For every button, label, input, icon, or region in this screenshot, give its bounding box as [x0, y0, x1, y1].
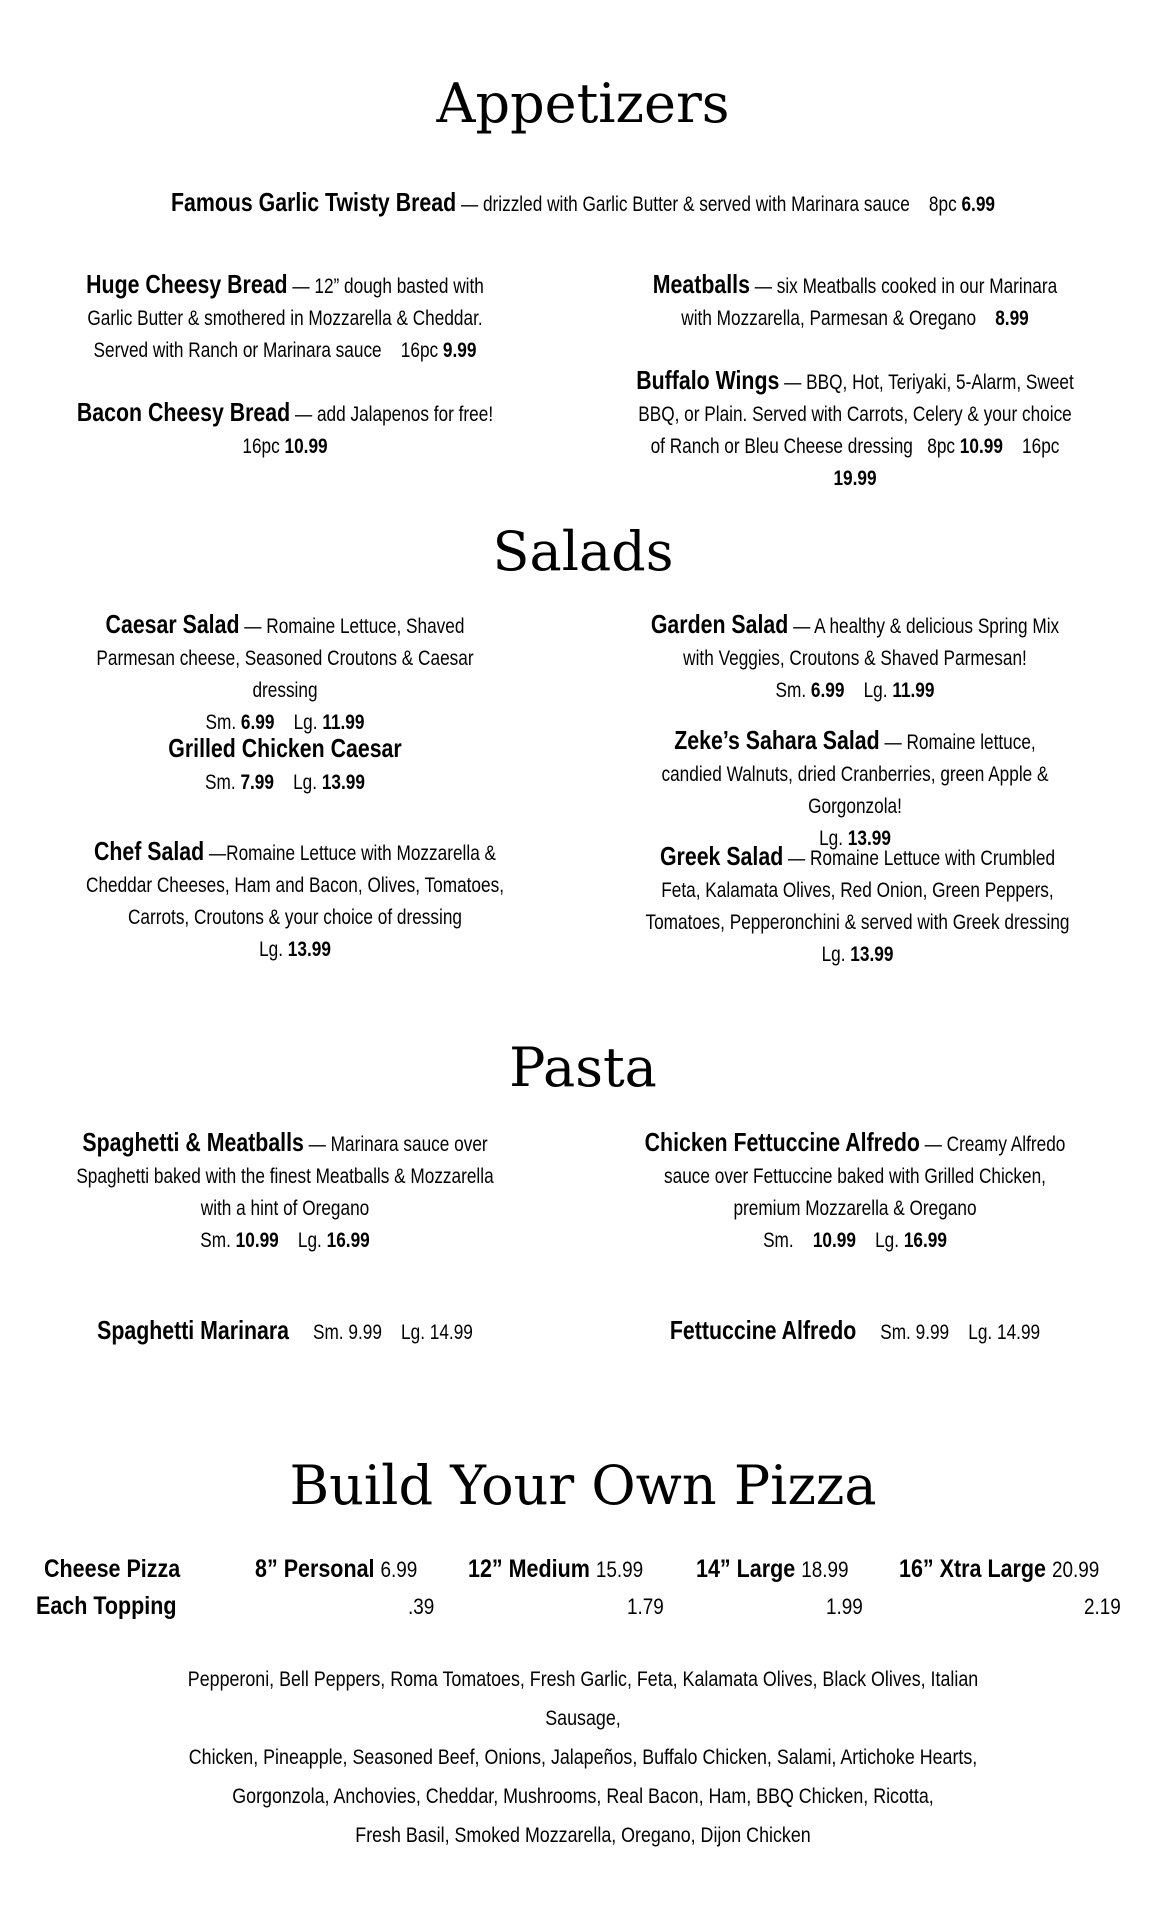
price: 10.99: [812, 1229, 856, 1252]
item-name: Huge Cheesy Bread: [86, 269, 288, 299]
size-label: Sm.: [205, 711, 237, 734]
item-name: Famous Garlic Twisty Bread: [171, 187, 457, 217]
price: 10.99: [959, 435, 1003, 458]
price: 14.99: [429, 1321, 473, 1344]
toppings-list: [158, 1660, 1008, 1855]
price: 7.99: [240, 771, 274, 794]
toppings-line: Fresh Basil, Smoked Mozzarella, Oregano, Dijon Chicken: [355, 1824, 811, 1847]
item-desc: — drizzled with Garlic Butter & served with Marinara sauce: [456, 193, 910, 216]
item-name: Meatballs: [652, 269, 750, 299]
size-label: Lg.: [293, 771, 318, 794]
price: 11.99: [322, 711, 365, 734]
pizza-size-xtra-large: [899, 1555, 1099, 1584]
menu-item-fettuccine-alfredo: [642, 1314, 1068, 1349]
price: 10.99: [235, 1229, 279, 1252]
size-label: Lg.: [821, 943, 846, 966]
price: 9.99: [442, 339, 477, 362]
topping-price-large: [826, 1592, 863, 1621]
item-desc: — Creamy Alfredo sauce over Fettuccine baked with Grilled Chicken, premium Mozzarella & Oregano: [664, 1133, 1066, 1220]
item-desc: —Romaine Lettuce with Mozzarella & Cheddar Cheeses, Ham and Bacon, Olives, Tomatoes, Carrots, Croutons & your choice of dressing: [86, 842, 504, 929]
size-name: Xtra Large: [939, 1555, 1047, 1583]
size-label: Lg.: [259, 938, 284, 961]
price: 10.99: [284, 435, 328, 458]
item-desc: — Romaine lettuce, candied Walnuts, dried Cranberries, green Apple & Gorgonzola!: [661, 731, 1049, 818]
size-label: Sm.: [880, 1321, 911, 1344]
topping-price: 1.79: [627, 1594, 664, 1619]
size-name: Large: [736, 1555, 796, 1583]
topping-price: 2.19: [1084, 1594, 1121, 1619]
pizza-heading: Build Your Own Pizza: [289, 1454, 877, 1517]
item-desc: — six Meatballs cooked in our Marinara with Mozzarella, Parmesan & Oregano: [681, 275, 1058, 330]
cheese-price: 18.99: [801, 1557, 849, 1582]
menu-item-chef-salad: [70, 835, 521, 966]
each-topping-label: Each Topping: [36, 1592, 177, 1620]
salads-heading: Salads: [492, 520, 674, 583]
size-label: Lg.: [293, 711, 318, 734]
price: 16.99: [903, 1229, 947, 1252]
menu-item-grilled-chicken-caesar: [72, 732, 498, 799]
item-name: Zeke’s Sahara Salad: [674, 725, 880, 755]
price-label: 8pc: [927, 435, 956, 458]
cheese-price: 20.99: [1051, 1557, 1100, 1582]
size-label: Sm.: [205, 771, 236, 794]
item-name: Greek Salad: [659, 841, 784, 871]
toppings-line: Chicken, Pineapple, Seasoned Beef, Onions, Jalapeños, Buffalo Chicken, Salami, Artichoke Hearts,: [188, 1746, 978, 1769]
menu-item-spaghetti-meatballs: [72, 1126, 498, 1257]
menu-item-zekes-sahara-salad: [642, 724, 1068, 855]
item-desc: — Romaine Lettuce with Crumbled Feta, Kalamata Olives, Red Onion, Green Peppers, Tomatoes, Pepperonchini & served with Greek dressing: [645, 847, 1070, 934]
topping-price-xtra-large: [1084, 1592, 1121, 1621]
pizza-size-personal: [255, 1555, 417, 1584]
size-inch: 16”: [899, 1555, 934, 1583]
price-label: 16pc: [1022, 435, 1060, 458]
item-name: Spaghetti Marinara: [97, 1315, 290, 1345]
item-name: Buffalo Wings: [636, 365, 780, 395]
price: 8.99: [995, 307, 1029, 330]
menu-item-greek-salad: [638, 840, 1077, 971]
item-name: Grilled Chicken Caesar: [168, 733, 402, 763]
price: 9.99: [348, 1321, 382, 1344]
size-name: Medium: [508, 1555, 590, 1583]
menu-item-spaghetti-marinara: [72, 1314, 498, 1349]
item-name: Fettuccine Alfredo: [669, 1315, 857, 1345]
topping-price: 1.99: [826, 1594, 863, 1619]
item-name: Garden Salad: [650, 609, 789, 639]
topping-price: .39: [408, 1594, 435, 1619]
size-label: Sm.: [775, 679, 807, 702]
size-label: Sm.: [763, 1229, 794, 1252]
item-desc: — BBQ, Hot, Teriyaki, 5-Alarm, Sweet BBQ, or Plain. Served with Carrots, Celery & your choice of Ranch or Bleu Cheese dressing: [638, 371, 1074, 458]
appetizers-heading: Appetizers: [436, 72, 730, 135]
price-label: 16pc: [400, 339, 439, 362]
menu-item-garlic-twisty-bread: [140, 186, 1026, 221]
pasta-heading: Pasta: [509, 1036, 657, 1099]
pizza-size-large: [696, 1555, 849, 1584]
size-inch: 12”: [468, 1555, 503, 1583]
cheese-pizza-label: Cheese Pizza: [44, 1555, 181, 1583]
size-name: Personal: [283, 1555, 375, 1583]
size-label: Lg.: [875, 1229, 900, 1252]
size-label: Sm.: [200, 1229, 231, 1252]
size-inch: 8”: [255, 1555, 278, 1583]
menu-item-garden-salad: [642, 608, 1068, 707]
cheese-price: 15.99: [595, 1557, 644, 1582]
item-name: Spaghetti & Meatballs: [82, 1127, 304, 1157]
size-label: Lg.: [863, 679, 888, 702]
size-label: Sm.: [312, 1321, 344, 1344]
item-desc: — 12” dough basted with Garlic Butter & smothered in Mozzarella & Cheddar. Served with Ranch or Marinara sauce: [87, 275, 484, 362]
toppings-line: Gorgonzola, Anchovies, Cheddar, Mushrooms, Real Bacon, Ham, BBQ Chicken, Ricotta,: [232, 1785, 934, 1808]
price: 14.99: [997, 1321, 1041, 1344]
price: 13.99: [287, 938, 331, 961]
size-label: Lg.: [297, 1229, 322, 1252]
size-label: Lg.: [968, 1321, 993, 1344]
size-label: Lg.: [401, 1321, 425, 1344]
item-name: Bacon Cheesy Bread: [76, 397, 291, 427]
price: 13.99: [847, 827, 891, 850]
price: 13.99: [850, 943, 894, 966]
topping-price-medium: [627, 1592, 664, 1621]
menu-item-caesar-salad: [72, 608, 498, 739]
menu-item-meatballs: [642, 268, 1068, 335]
menu-item-huge-cheesy-bread: [72, 268, 498, 367]
menu-item-chicken-fettuccine-alfredo: [642, 1126, 1068, 1257]
price: 16.99: [326, 1229, 370, 1252]
price: 6.99: [961, 193, 995, 216]
item-name: Caesar Salad: [105, 609, 240, 639]
size-label: Lg.: [819, 827, 844, 850]
item-desc: — Romaine Lettuce, Shaved Parmesan cheese, Seasoned Croutons & Caesar dressing: [96, 615, 474, 702]
price-label: 16pc: [242, 435, 280, 458]
item-name: Chicken Fettuccine Alfredo: [644, 1127, 920, 1157]
size-inch: 14”: [696, 1555, 731, 1583]
toppings-line: Pepperoni, Bell Peppers, Roma Tomatoes, Fresh Garlic, Feta, Kalamata Olives, Black Olives, Italian Sausage,: [187, 1668, 979, 1730]
price-label: 8pc: [928, 193, 957, 216]
menu-item-buffalo-wings: [630, 364, 1081, 495]
price: 6.99: [810, 679, 845, 702]
item-desc: — add Jalapenos for free!: [290, 403, 494, 426]
price: 6.99: [240, 711, 275, 734]
price: 9.99: [915, 1321, 950, 1344]
pizza-size-medium: [468, 1555, 643, 1584]
item-desc: — A healthy & delicious Spring Mix with Veggies, Croutons & Shaved Parmesan!: [683, 615, 1060, 670]
cheese-price: 6.99: [380, 1557, 418, 1582]
menu-item-bacon-cheesy-bread: [72, 396, 498, 463]
price: 11.99: [892, 679, 935, 702]
price: 19.99: [833, 467, 877, 490]
item-desc: — Marinara sauce over Spaghetti baked with the finest Meatballs & Mozzarella with a hint of Oregano: [76, 1133, 494, 1220]
topping-price-personal: [408, 1592, 434, 1621]
price: 13.99: [321, 771, 365, 794]
item-name: Chef Salad: [93, 836, 205, 866]
